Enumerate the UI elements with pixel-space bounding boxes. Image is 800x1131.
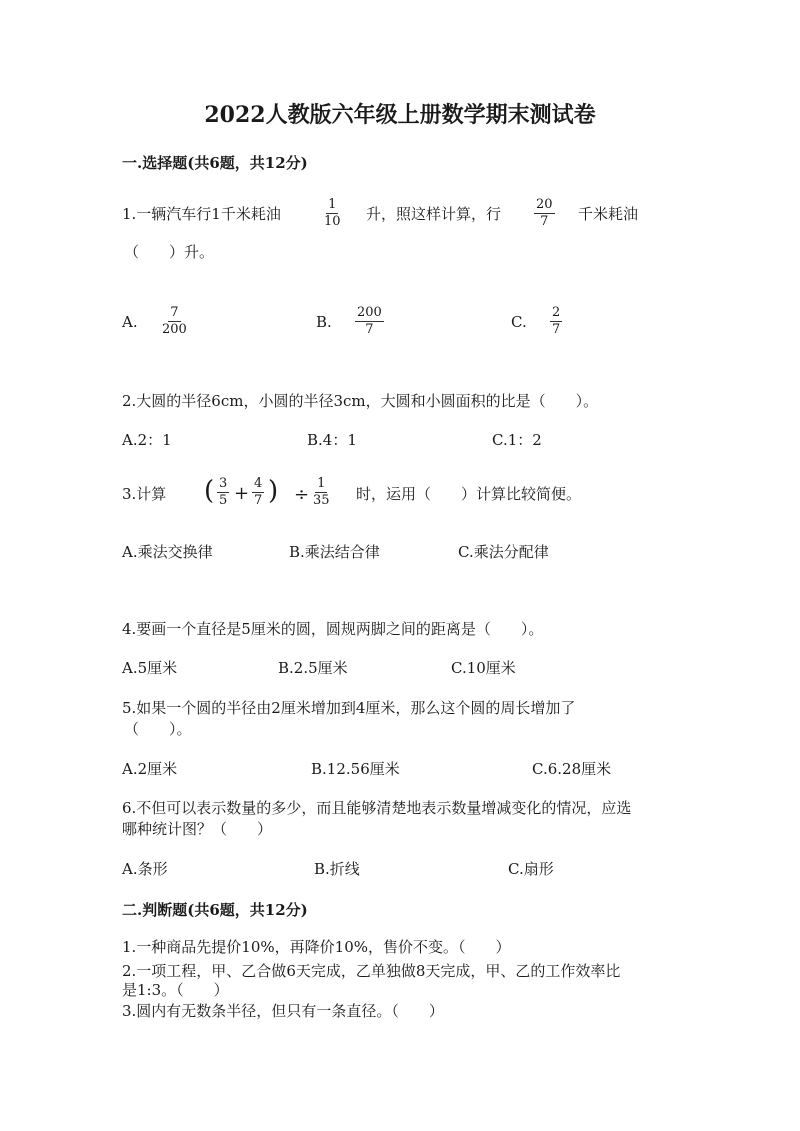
q1-text-part1: 1.一辆汽车行1千米耗油 (122, 205, 281, 223)
fraction-denominator: 35 (313, 492, 330, 508)
fraction-numerator: 3 (219, 476, 228, 491)
q6-option-c: C.扇形 (508, 860, 554, 878)
judgement-2-line1: 2.一项工程，甲、乙合做6天完成，乙单独做8天完成，甲、乙的工作效率比 (122, 962, 621, 980)
q2-option-a: A.2：1 (122, 431, 172, 449)
q1-text-part3: 千米耗油 (578, 205, 639, 223)
q3-fraction-1 (217, 477, 229, 507)
q2-text: 2.大圆的半径6cm，小圆的半径3cm，大圆和小圆面积的比是（ ）。 (122, 392, 599, 410)
q1-option-b-fraction (355, 306, 384, 336)
q1-fraction-1 (322, 198, 343, 228)
q5-option-b: B.12.56厘米 (311, 760, 400, 778)
q6-option-b: B.折线 (314, 860, 360, 878)
fraction-denominator: 7 (540, 213, 549, 229)
section-heading-judgement: 二.判断题(共6题，共12分) (122, 901, 308, 919)
plus-sign: + (234, 483, 250, 504)
section-heading-choice: 一.选择题(共6题，共12分) (122, 154, 308, 172)
q6-option-a: A.条形 (122, 860, 168, 878)
judgement-2-line2: 是1:3。（ ） (122, 981, 229, 999)
q6-text-line2: 哪种统计图？（ ） (122, 820, 273, 838)
q5-text-line2: （ ）。 (124, 720, 192, 738)
page-title: 2022人教版六年级上册数学期末测试卷 (204, 102, 596, 128)
q3-option-b: B.乘法结合律 (289, 543, 380, 561)
q5-option-c: C.6.28厘米 (532, 760, 612, 778)
fraction-numerator: 20 (536, 197, 553, 212)
fraction-denominator: 200 (162, 321, 187, 337)
q1-option-a-fraction (160, 306, 189, 336)
fraction-numerator: 1 (317, 476, 326, 491)
fraction-numerator: 200 (357, 305, 382, 320)
q3-option-a: A.乘法交换律 (122, 543, 213, 561)
right-paren: ) (268, 476, 279, 506)
fraction-numerator: 7 (170, 305, 179, 320)
q4-text: 4.要画一个直径是5厘米的圆，圆规两脚之间的距离是（ ）。 (122, 620, 544, 638)
fraction-denominator: 10 (324, 213, 341, 229)
judgement-3: 3.圆内有无数条半径，但只有一条直径。（ ） (122, 1002, 444, 1020)
fraction-denominator: 7 (552, 321, 561, 337)
q1-fraction-2 (534, 198, 555, 228)
fraction-denominator: 7 (365, 321, 374, 337)
fraction-numerator: 1 (328, 197, 337, 212)
q5-text-line1: 5.如果一个圆的半径由2厘米增加到4厘米，那么这个圆的周长增加了 (122, 699, 576, 717)
q2-option-b: B.4：1 (307, 431, 357, 449)
q4-option-b: B.2.5厘米 (278, 659, 348, 677)
divide-sign: ÷ (294, 484, 310, 505)
q1-option-c-label: C. (511, 313, 527, 331)
q1-option-a-label: A. (122, 313, 138, 331)
q4-option-a: A.5厘米 (122, 659, 178, 677)
fraction-numerator: 4 (254, 476, 263, 491)
fraction-denominator: 7 (254, 492, 263, 508)
q3-text-suffix: 时，运用（ ）计算比较简便。 (356, 485, 582, 503)
q3-fraction-3 (311, 477, 332, 507)
fraction-denominator: 5 (219, 492, 228, 508)
q1-option-c-fraction (550, 306, 562, 336)
q4-option-c: C.10厘米 (451, 659, 516, 677)
q3-text-prefix: 3.计算 (122, 485, 167, 503)
q3-fraction-2 (252, 477, 264, 507)
q2-option-c: C.1：2 (492, 431, 542, 449)
q5-option-a: A.2厘米 (122, 760, 178, 778)
judgement-1: 1.一种商品先提价10%，再降价10%，售价不变。（ ） (122, 938, 511, 956)
left-paren: ( (204, 476, 215, 506)
q1-text-part2: 升，照这样计算，行 (366, 205, 502, 223)
q1-option-b-label: B. (316, 313, 332, 331)
q1-answer-blank: （ ）升。 (124, 243, 215, 261)
q6-text-line1: 6.不但可以表示数量的多少，而且能够清楚地表示数量增减变化的情况，应选 (122, 799, 632, 817)
q3-option-c: C.乘法分配律 (458, 543, 549, 561)
fraction-numerator: 2 (552, 305, 561, 320)
